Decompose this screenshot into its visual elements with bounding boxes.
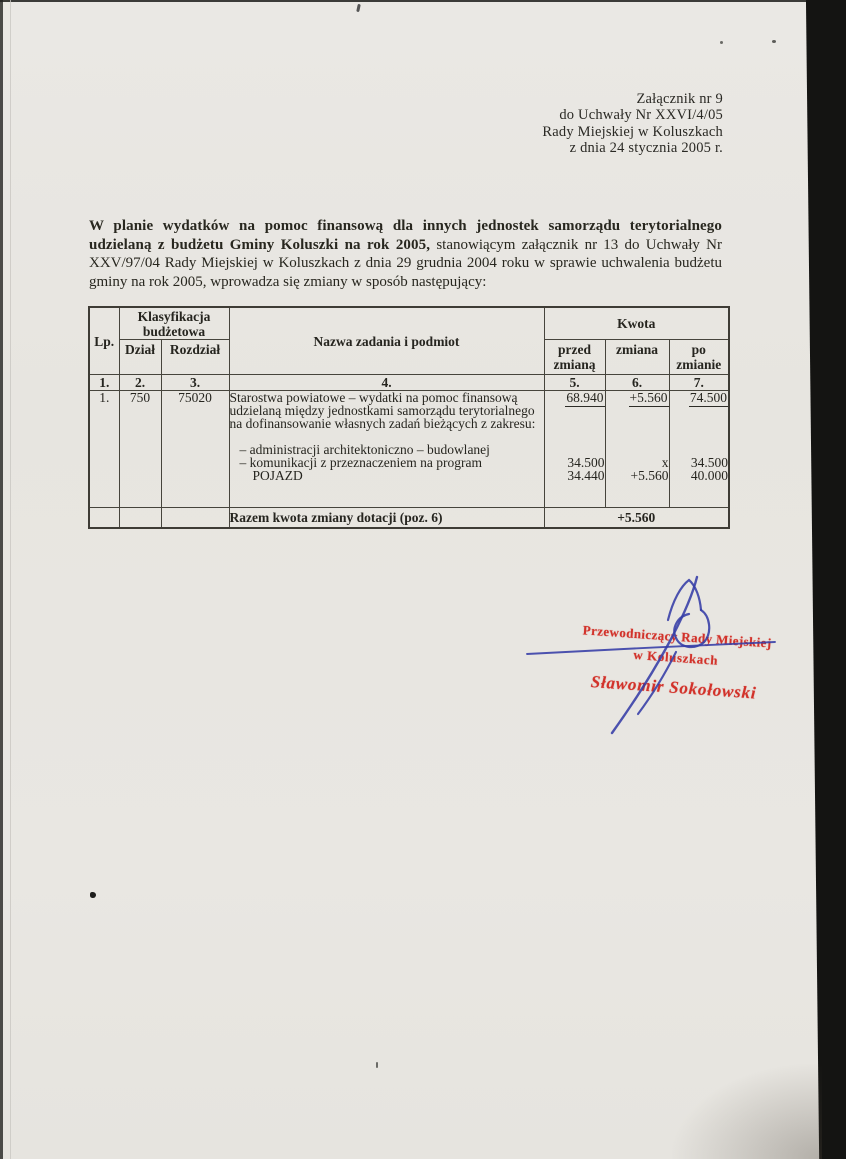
stamp-title-line1: Przewodniczący Rady Miejskiej — [582, 622, 773, 651]
table-row — [89, 391, 729, 508]
intro-bold-text: W planie wydatków na pomoc finansową dla innych jednostek samorządu terytorialnego udzielaną z budżetu Gminy Koluszki na rok 2005, — [89, 218, 722, 253]
col-number: 7. — [669, 375, 729, 391]
budget-table — [88, 306, 730, 529]
cell-przed-zmiana — [544, 391, 605, 508]
scan-speck — [356, 4, 361, 12]
scan-speck — [720, 41, 723, 44]
col-number: 2. — [119, 375, 161, 391]
value-przed-item2: 34.440 — [567, 468, 605, 483]
header-lp: Lp. — [89, 307, 119, 375]
value-po-item2: 40.000 — [690, 468, 728, 483]
summary-value: +5.560 — [544, 508, 729, 529]
scan-black-band — [802, 0, 846, 1159]
task-item: – komunikacji z przeznaczeniem na program POJAZD — [239, 455, 483, 483]
header-dzial: Dział — [119, 340, 161, 375]
cell-po-zmianie — [669, 391, 729, 508]
intro-regular-text: stanowiącym załącznik nr 13 do Uchwały Nr XXV/97/04 Rady Miejskiej w Koluszkach z dnia 29 grudnia 2004 roku w sprawie uchwalenia budżetu gminy na rok 2005, wprowadza się zmiany w sposób następujący: — [89, 236, 722, 291]
signature-stroke — [612, 577, 697, 733]
scan-speck — [376, 1062, 378, 1068]
scan-left-edge — [0, 0, 3, 1159]
cell-rozdzial: 75020 — [161, 391, 229, 508]
value-zmiana-item2: +5.560 — [630, 468, 669, 483]
value-przed-main: 68.940 — [566, 390, 604, 405]
stamp-title-line2: w Koluszkach — [632, 646, 719, 668]
council-name: Rady Miejskiej w Koluszkach — [542, 123, 723, 140]
signature-stroke — [674, 610, 709, 647]
resolution-number: do Uchwały Nr XXVI/4/05 — [559, 107, 723, 124]
header-po-zmianie: po zmianie — [669, 340, 729, 375]
col-number: 6. — [605, 375, 669, 391]
value-przed-item1: 34.500 — [567, 455, 605, 470]
header-nazwa: Nazwa zadania i podmiot — [229, 307, 544, 375]
paper-edge-line — [10, 0, 11, 1159]
col-number: 1. — [89, 375, 119, 391]
intro-paragraph — [89, 217, 722, 292]
scan-shadow — [672, 1064, 822, 1159]
scan-speck — [90, 892, 96, 898]
header-przed-zmiana: przed zmianą — [544, 340, 605, 375]
header-rozdzial: Rozdział — [161, 340, 229, 375]
header-zmiana: zmiana — [605, 340, 669, 375]
header-klasyfikacja: Klasyfikacja budżetowa — [119, 307, 229, 340]
resolution-date: z dnia 24 stycznia 2005 r. — [569, 140, 723, 157]
task-item: – administracji architektoniczno – budowlanej — [239, 442, 490, 457]
summary-row — [89, 508, 729, 529]
attachment-header — [542, 91, 723, 157]
handwritten-signature — [505, 555, 790, 745]
value-po-main: 74.500 — [689, 390, 727, 405]
col-number: 5. — [544, 375, 605, 391]
header-kwota: Kwota — [544, 307, 729, 340]
value-po-item1: 34.500 — [690, 455, 728, 470]
scan-top-edge — [0, 0, 846, 2]
cell-lp: 1. — [89, 391, 119, 508]
col-number: 4. — [229, 375, 544, 391]
empty-cell — [119, 508, 161, 529]
value-zmiana-main: +5.560 — [629, 390, 668, 405]
empty-cell — [89, 508, 119, 529]
task-description: Starostwa powiatowe – wydatki na pomoc finansową udzielaną między jednostkami samorządu terytorialnego na dofinansowanie własnych zadań bieżących z zakresu: — [229, 390, 536, 431]
col-number: 3. — [161, 375, 229, 391]
value-zmiana-item1: x — [661, 455, 669, 470]
signature-stroke — [638, 652, 676, 714]
attachment-title: Załącznik nr 9 — [636, 91, 723, 107]
cell-zmiana — [605, 391, 669, 508]
scan-speck — [772, 40, 776, 43]
signature-stroke — [527, 642, 775, 654]
stamp-name: Sławomir Sokołowski — [590, 672, 758, 703]
cell-task-description — [229, 391, 544, 508]
summary-label: Razem kwota zmiany dotacji (poz. 6) — [229, 508, 544, 529]
empty-cell — [161, 508, 229, 529]
cell-dzial: 750 — [119, 391, 161, 508]
